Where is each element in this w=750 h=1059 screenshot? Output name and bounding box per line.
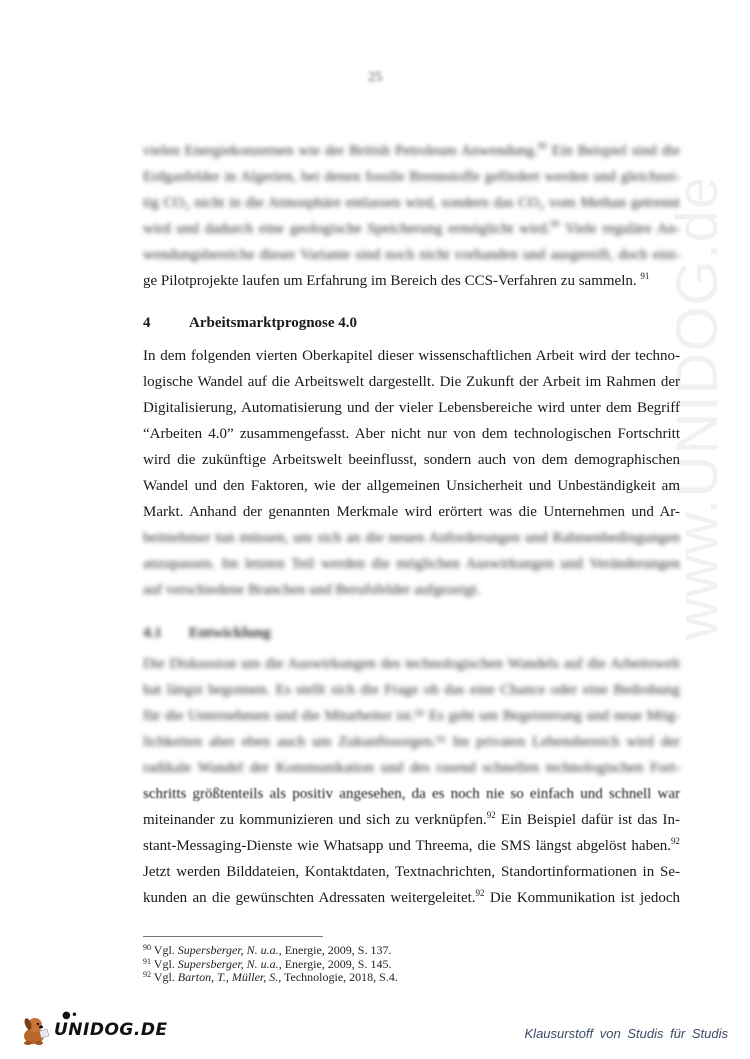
section-number: 4.1 [143, 625, 162, 641]
text-line: wendungsbereiche dieser Variante sind noch nicht vorhanden und ausgereift, doch eini- [143, 247, 680, 263]
footnote: $^{92}$ Vgl. Barton, T., Müller, S., Technologie, 2018, S.4. [143, 970, 398, 984]
section-heading-4 [143, 312, 680, 334]
footnote-divider [143, 936, 323, 937]
footnote: $^{91}$ Vgl. Supersberger, N. u.a., Energie, 2009, S. 145. [143, 956, 392, 971]
paw-icon: ●• [62, 1010, 79, 1021]
text-line: auf verschiedene Branchen und Berufsfelder aufgezeigt. [143, 582, 481, 598]
text-line: stant-Messaging-Dienste wie Whatsapp und Threema, die SMS längst abgelöst haben.$^{92}$ [143, 836, 680, 854]
text-line: Markt. Anhand der genannten Merkmale wird erörtert was die Unternehmen und Ar- [143, 504, 680, 520]
text-line: Erdgasfelder in Algerien, bei denen fossile Brennstoffe gefördert werden und gleichzei- [143, 169, 680, 185]
text-line: schritts größtenteils als positiv angesehen, da es noch nie so einfach und schnell war [143, 786, 680, 802]
text-line: lichkeiten aber eben auch um Zukunftssorgen.⁹² Im privaten Lebensbereich wird der [143, 734, 680, 750]
text-line: ge Pilotprojekte laufen um Erfahrung im Bereich des CCS-Verfahren zu sammeln. $^{91}$ [143, 271, 650, 289]
section41-paragraph [143, 651, 680, 911]
section-number: 4 [143, 315, 151, 331]
footnotes [143, 944, 398, 985]
section-title: Entwicklung [189, 625, 271, 641]
section-title: Arbeitsmarktprognose 4.0 [189, 315, 358, 331]
section4-paragraph [143, 343, 680, 603]
text-line: wird und dadurch eine geologische Speicherung ermöglicht wird.$^{90}$ Viele reguläre An- [143, 219, 680, 237]
dog-mascot-icon [20, 1014, 50, 1046]
text-line: In dem folgenden vierten Oberkapitel dieser wissenschaftlichen Arbeit wird der techno- [143, 348, 680, 364]
unidog-logo[interactable] [20, 1012, 168, 1048]
text-line: wird die zukünftige Arbeitswelt beeinflusst, sondern auch von dem demographischen [143, 452, 680, 468]
text-line: kunden an die gewünschten Adressaten weitergeleitet.$^{92}$ Die Kommunikation ist jedoch [143, 888, 680, 906]
text-line: hat längst begonnen. Es stellt sich die Frage ob das eine Chance oder eine Bedrohung [143, 682, 680, 698]
text-line: tig CO₂ nicht in die Atmosphäre entlassen wird, sondern das CO₂ vom Methan getrennt [143, 195, 680, 211]
intro-paragraph [143, 138, 680, 294]
text-line: für die Unternehmen und die Mitarbeiter ist.⁹² Es geht um Begeisterung und neue Mög- [143, 708, 680, 724]
text-line: radikale Wandel der Kommunikation und des rasend schnellen technologischen Fort- [143, 760, 680, 776]
text-line: Digitalisierung, Automatisierung und der vieler Lebensbereiche wird unter dem Begriff [143, 400, 680, 416]
footnote: $^{90}$ Vgl. Supersberger, N. u.a., Energie, 2009, S. 137. [143, 943, 392, 957]
text-line: miteinander zu kommunizieren und sich zu verknüpfen.$^{92}$ Ein Beispiel dafür ist das In- [143, 810, 681, 828]
tagline: Klausurstoff von Studis für Studis [524, 1026, 728, 1041]
watermark: www.UNIDOG.de [665, 175, 730, 640]
text-line: “Arbeiten 4.0” zusammengefasst. Aber nicht nur von dem technologischen Fortschritt [143, 426, 680, 442]
page-number: 25 [368, 70, 382, 85]
text-line: Die Diskussion um die Auswirkungen des technologischen Wandels auf die Arbeitswelt [143, 656, 680, 672]
section-heading-4-1 [143, 622, 680, 644]
text-line: beitnehmer tun müssen, um sich an die neuen Anforderungen und Rahmenbedingungen [143, 530, 680, 546]
text-line: vielen Energiekonzernen wie der British Petroleum Anwendung.$^{90}$ Ein Beispiel sind die [143, 141, 681, 159]
text-line: Wandel und den Faktoren, wie der allgemeinen Unsicherheit und Unbeständigkeit am [143, 478, 680, 494]
text-line: anzupassen. Im letzten Teil werden die möglichen Auswirkungen und Veränderungen [143, 556, 680, 572]
logo-text: ●• UNIDOG.DE [54, 1010, 168, 1040]
text-line: Jetzt werden Bilddateien, Kontaktdaten, Textnachrichten, Standortinformationen in Se- [143, 864, 680, 880]
text-line: logische Wandel auf die Arbeitswelt dargestellt. Die Zukunft der Arbeit im Rahmen der [143, 374, 680, 390]
